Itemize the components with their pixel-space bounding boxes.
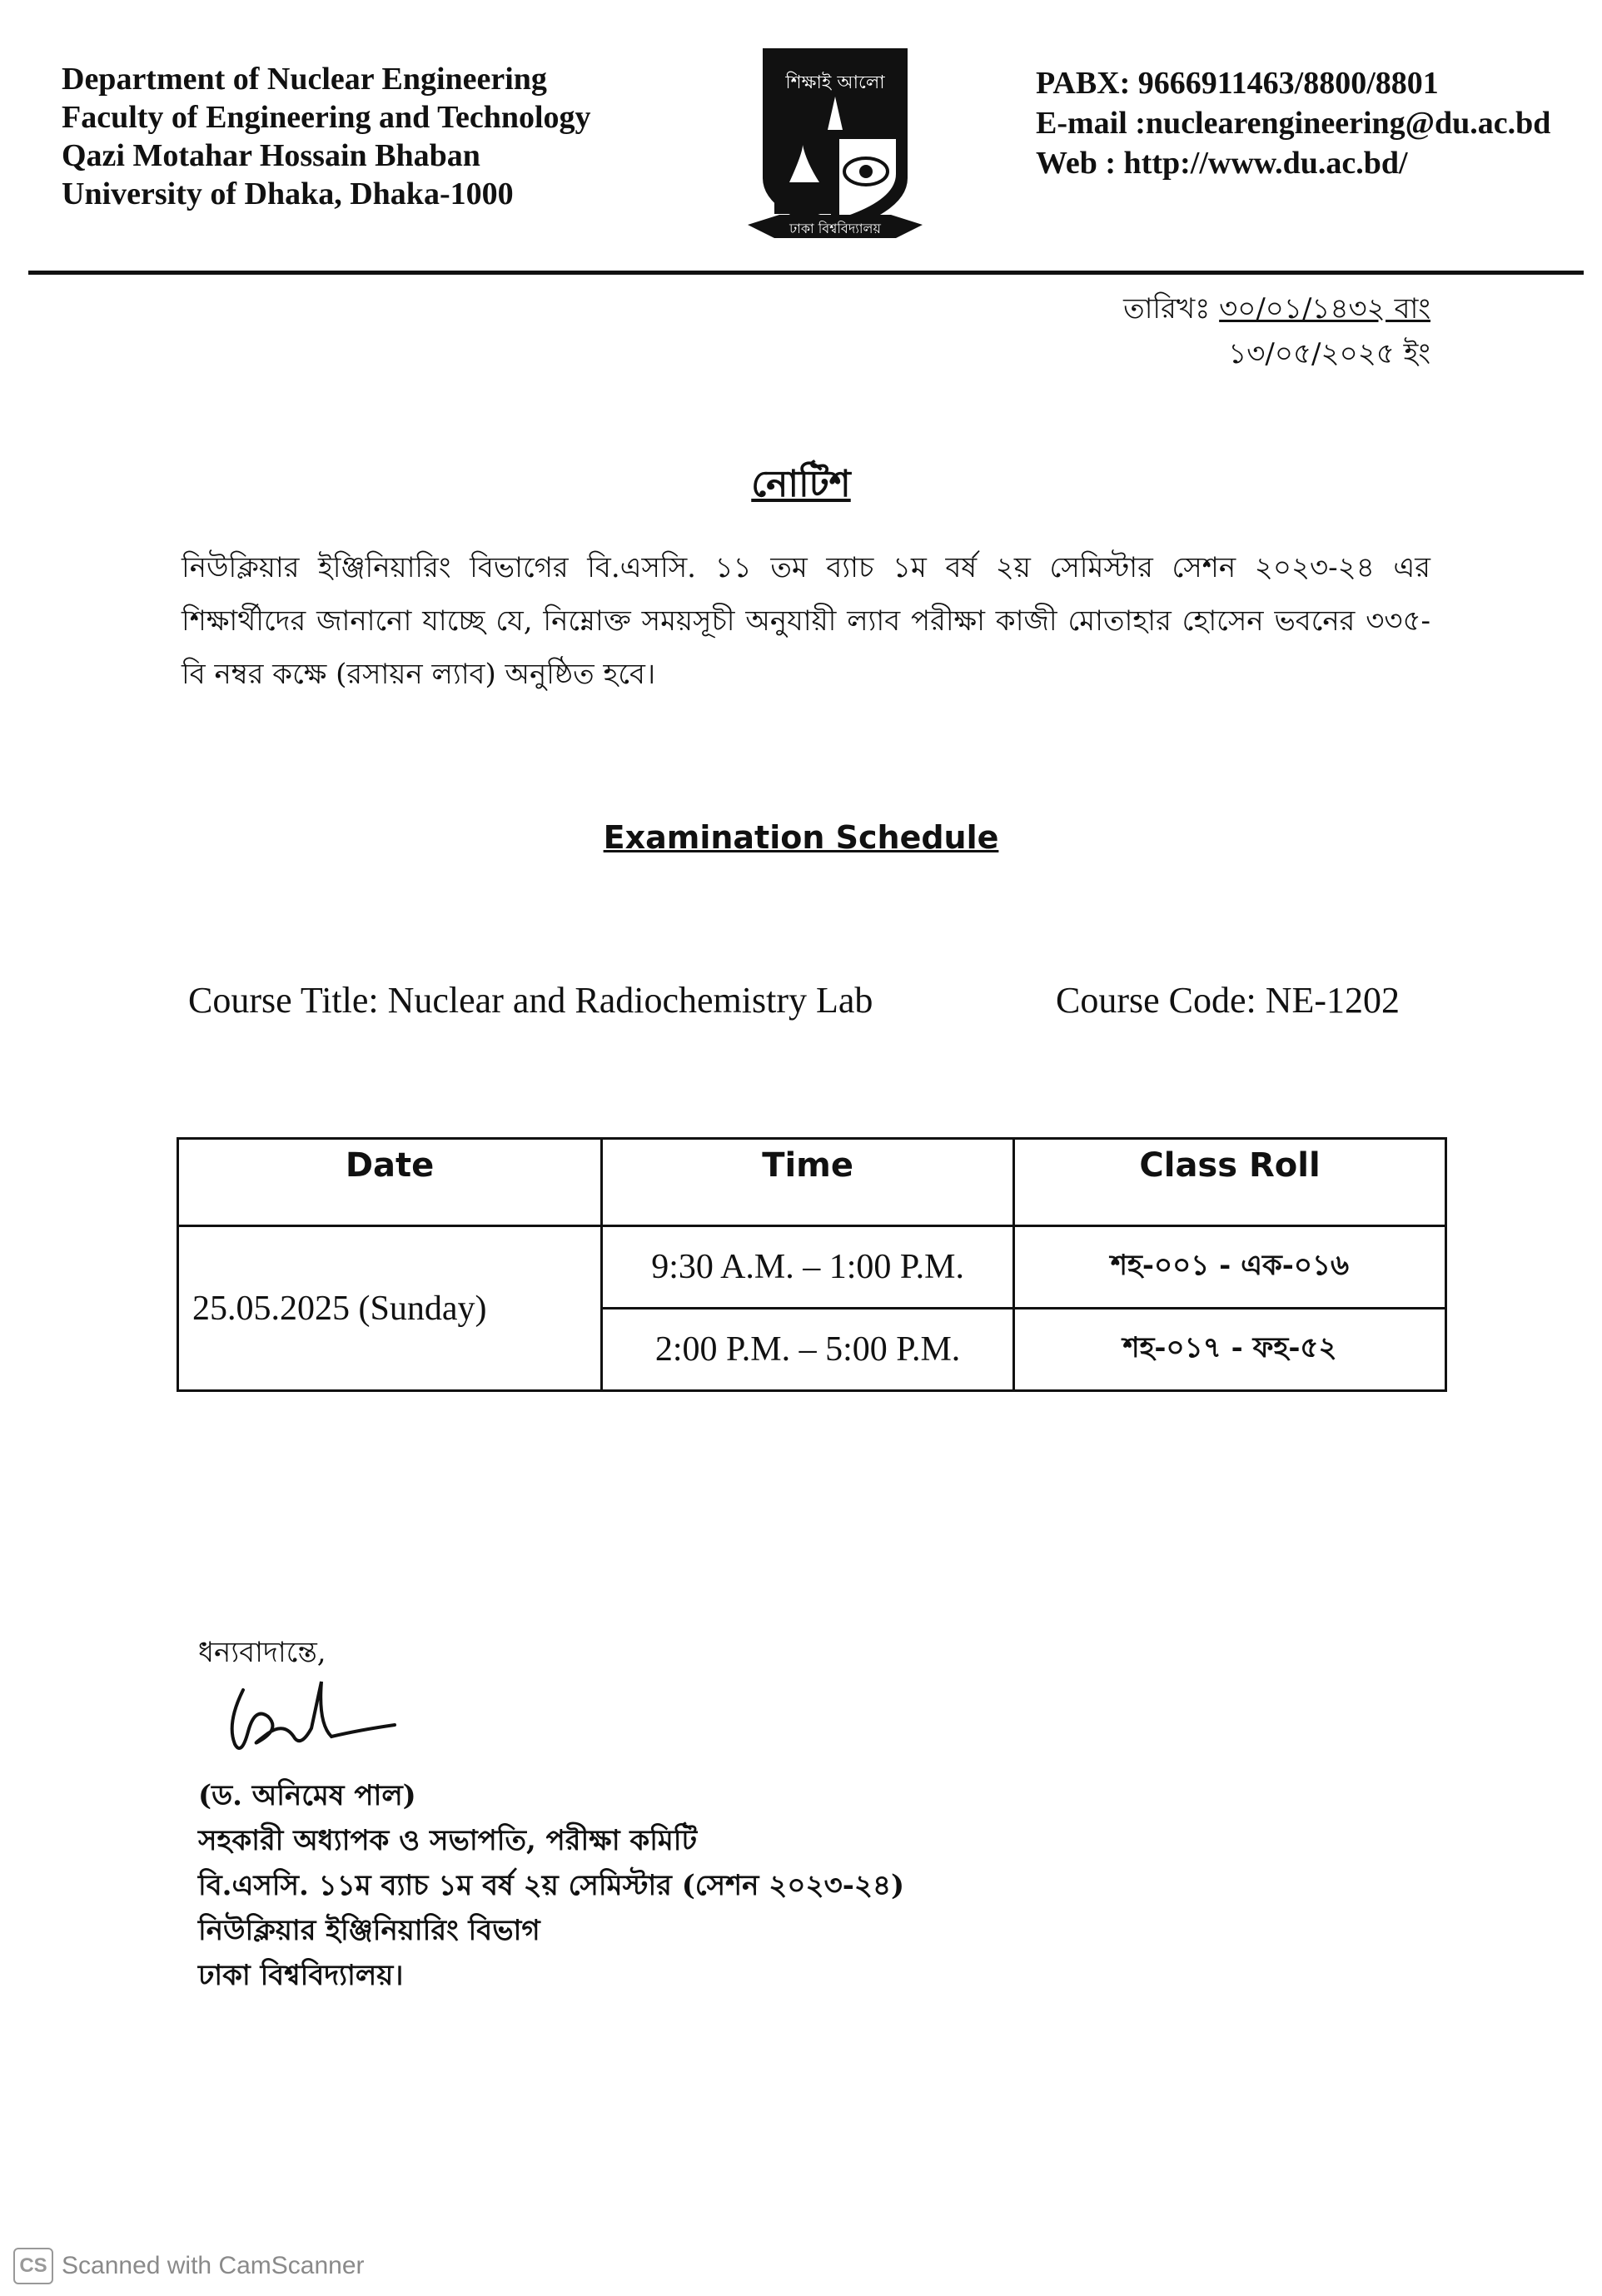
notice-date [1123, 286, 1430, 376]
watermark-text: Scanned with CamScanner [62, 2252, 365, 2279]
schedule-table [177, 1137, 1447, 1392]
notice-title: নোটিশ [751, 463, 851, 505]
building-name: Qazi Motahar Hossain Bhaban [62, 138, 480, 173]
signatory-name: (ড. অনিমেষ পাল) [198, 1779, 416, 1812]
table-row [178, 1226, 1446, 1309]
time-cell: 9:30 A.M. – 1:00 P.M. [602, 1226, 1014, 1309]
roll-cell: শহ-০১৭ - ফহ-৫২ [1014, 1309, 1446, 1391]
university-address: University of Dhaka, Dhaka-1000 [62, 176, 514, 211]
header-divider [28, 271, 1584, 275]
signatory-batch: বি.এসসি. ১১ম ব্যাচ ১ম বর্ষ ২য় সেমিস্টার (সেশন ২০২৩-২৪) [198, 1869, 905, 1902]
camscanner-logo-icon: CS [13, 2248, 53, 2284]
email-address: E-mail :nuclearengineering@du.ac.bd [1036, 106, 1551, 141]
roll-cell: শহ-০০১ - এক-০১৬ [1014, 1226, 1446, 1309]
signatory-details [198, 1773, 904, 1998]
date-label: তারিখঃ [1123, 292, 1211, 326]
date-english: ১৩/০৫/২০২৫ ইং [1228, 337, 1430, 370]
svg-text:শিক্ষাই আলো: শিক্ষাই আলো [785, 72, 885, 93]
course-title: Course Title: Nuclear and Radiochemistry Lab [188, 980, 873, 1021]
department-name: Department of Nuclear Engineering [62, 62, 547, 97]
university-of-dhaka-seal-icon [746, 37, 924, 251]
column-header-time: Time [602, 1139, 1014, 1226]
exam-date-cell: 25.05.2025 (Sunday) [178, 1226, 602, 1391]
faculty-name: Faculty of Engineering and Technology [62, 100, 591, 135]
signatory-department: নিউক্লিয়ার ইঞ্জিনিয়ারিং বিভাগ [198, 1914, 540, 1947]
signatory-university: ঢাকা বিশ্ববিদ্যালয়। [198, 1959, 404, 1992]
department-address [62, 60, 591, 213]
column-header-date: Date [178, 1139, 602, 1226]
website-url: Web : http://www.du.ac.bd/ [1036, 146, 1408, 181]
date-bangla: ৩০/০১/১৪৩২ বাং [1219, 292, 1430, 326]
closing-text: ধন্যবাদান্তে, [198, 1636, 326, 1669]
contact-info [1036, 63, 1550, 183]
handwritten-signature [218, 1673, 410, 1765]
time-cell: 2:00 P.M. – 5:00 P.M. [602, 1309, 1014, 1391]
notice-body: নিউক্লিয়ার ইঞ্জিনিয়ারিং বিভাগের বি.এসসি. ১১ তম ব্যাচ ১ম বর্ষ ২য় সেমিস্টার সেশন ২০২৩-২৪ এর শিক্ষার্থীদের জানানো যাচ্ছে যে, নিম্নোক্ত সময়সূচী অনুযায়ী ল্যাব পরীক্ষা কাজী মোতাহার হোসেন ভবনের ৩৩৫- বি নম্বর কক্ষে (রসায়ন ল্যাব) অনুষ্ঠিত হবে। [182, 551, 1430, 691]
table-header-row [178, 1139, 1446, 1226]
pabx-number: PABX: 9666911463/8800/8801 [1036, 66, 1439, 101]
svg-text:ঢাকা বিশ্ববিদ্যালয়: ঢাকা বিশ্ববিদ্যালয় [789, 221, 881, 236]
exam-schedule-title: Examination Schedule [603, 819, 999, 856]
course-code: Course Code: NE-1202 [1056, 980, 1401, 1021]
signatory-designation: সহকারী অধ্যাপক ও সভাপতি, পরীক্ষা কমিটি [198, 1824, 698, 1857]
column-header-class-roll: Class Roll [1014, 1139, 1446, 1226]
scanner-watermark [13, 2248, 365, 2284]
